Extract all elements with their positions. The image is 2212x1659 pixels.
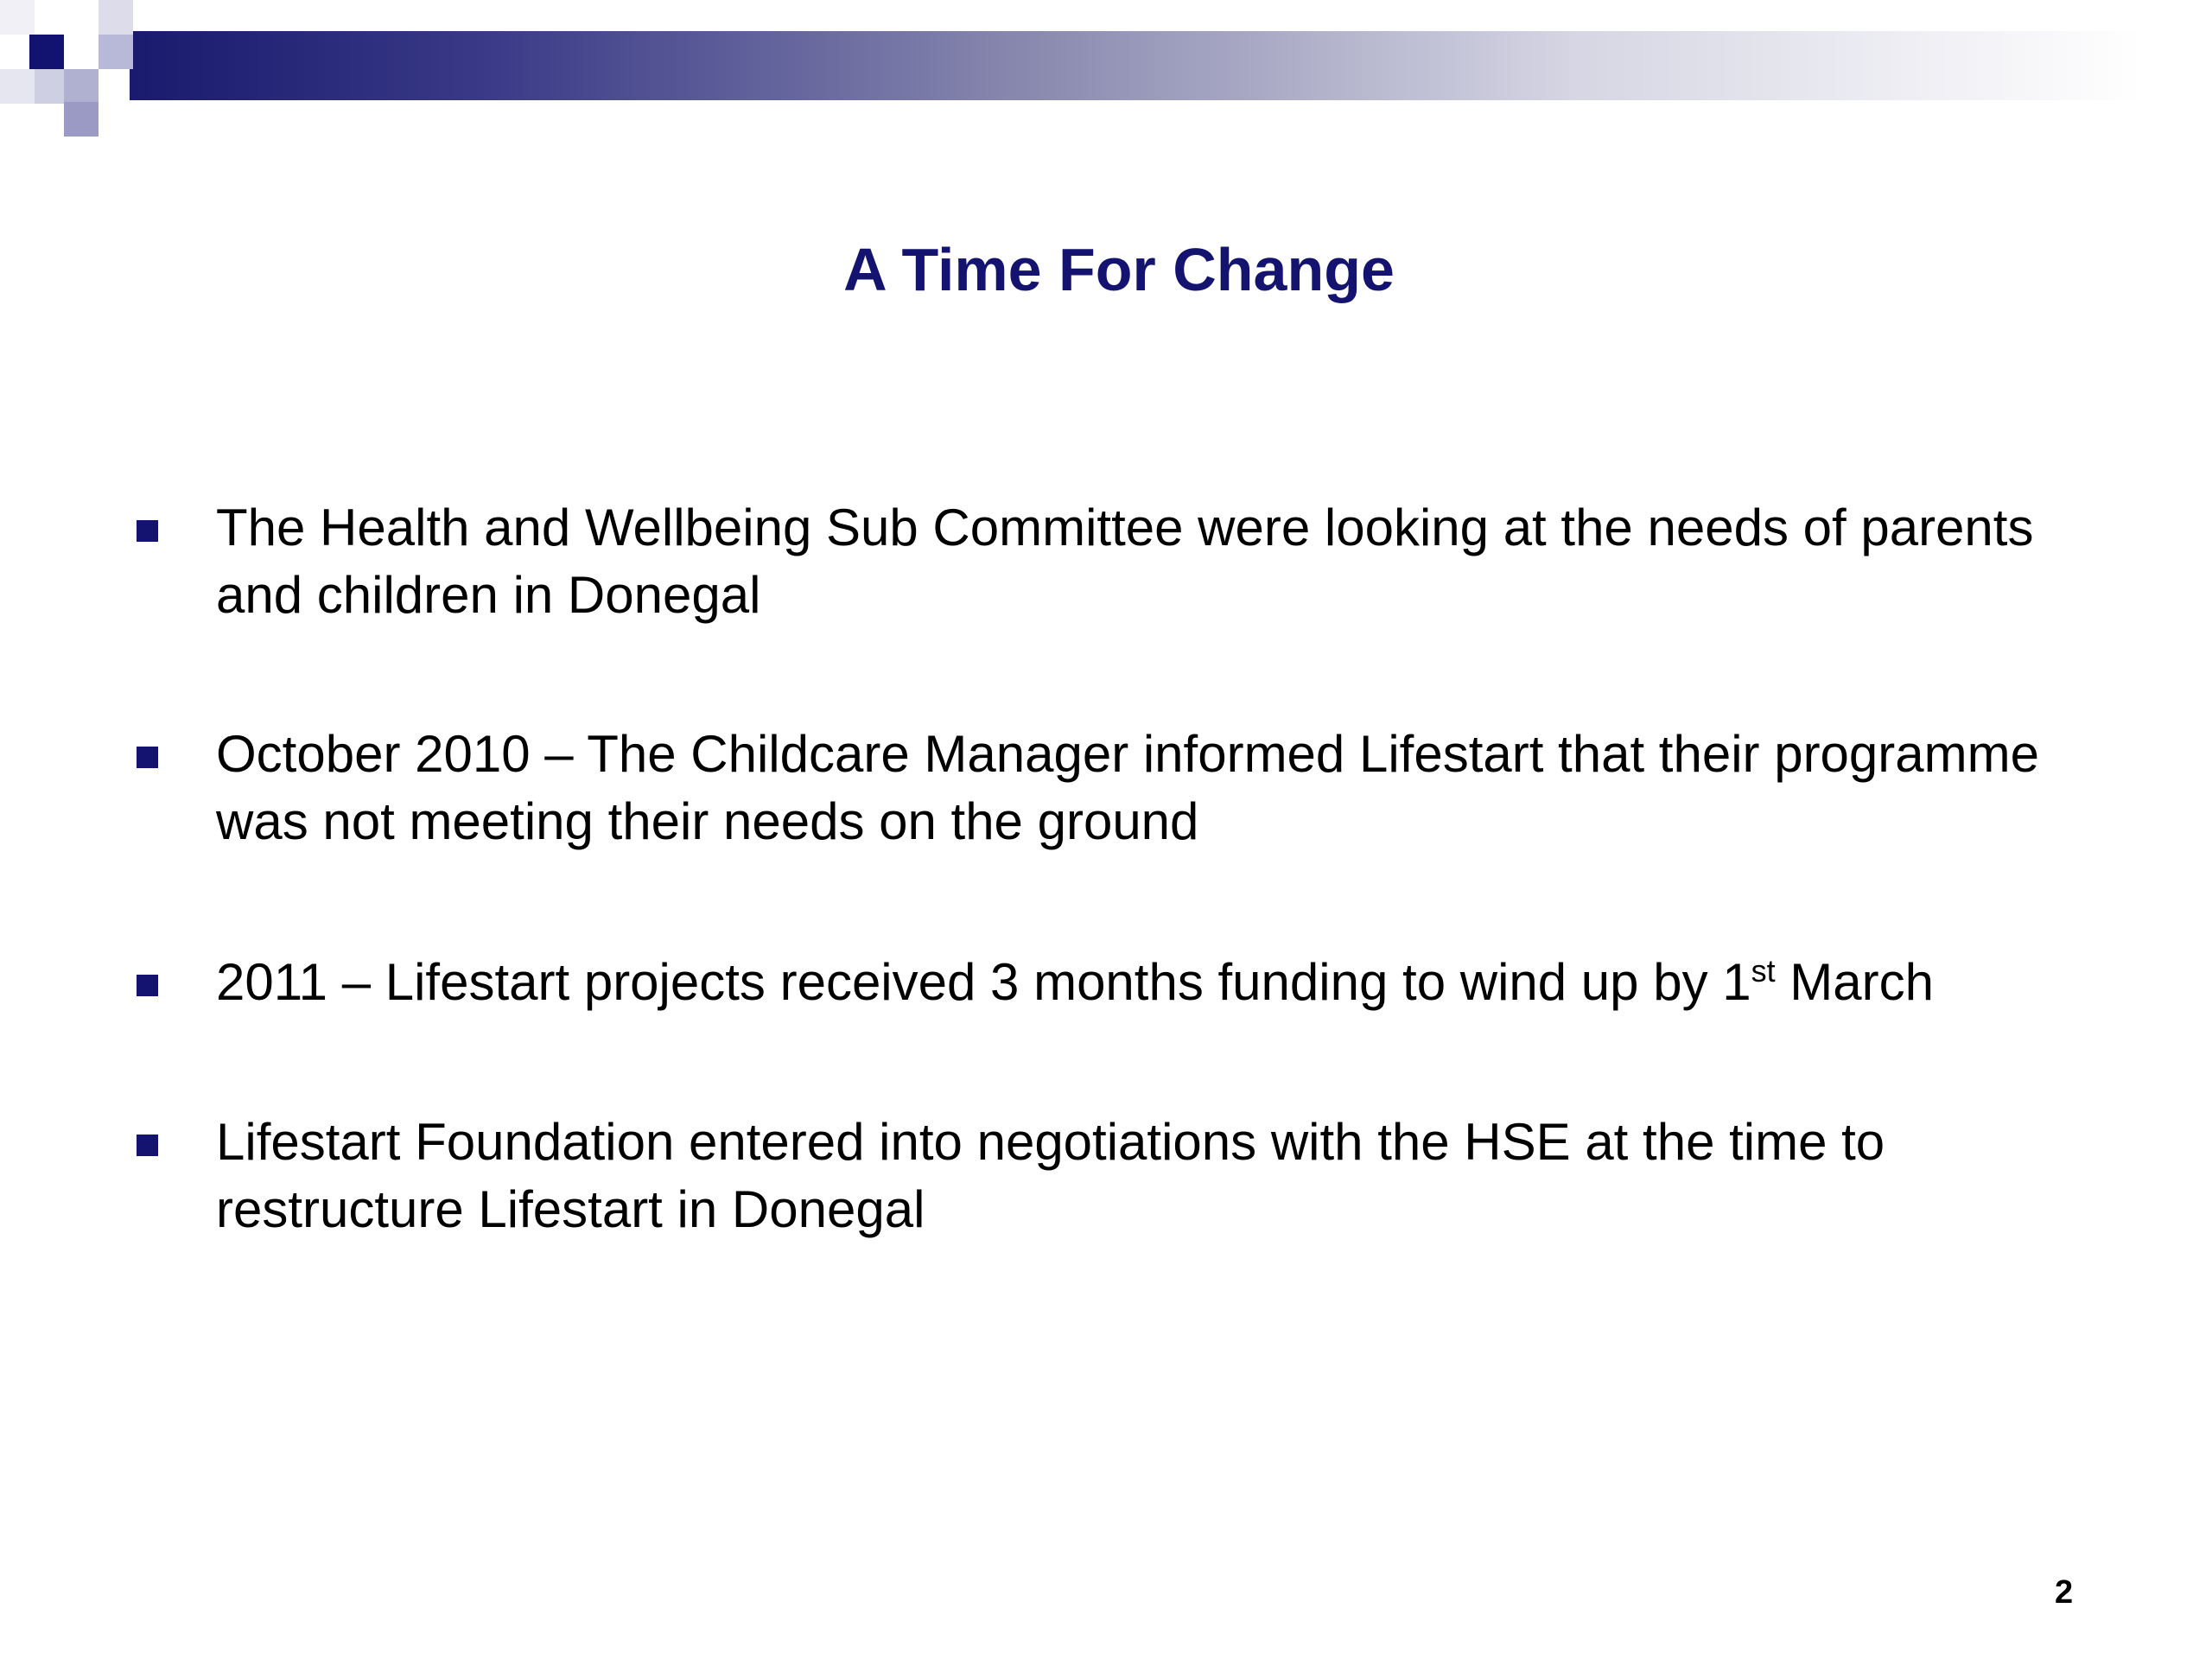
- ordinal-superscript: st: [1751, 953, 1776, 988]
- bullet-text: October 2010 – The Childcare Manager informed Lifestart that their programme was not meeting their needs on the ground: [216, 725, 2039, 850]
- decorative-square: [29, 35, 64, 69]
- square-bullet-icon: [137, 975, 158, 996]
- decorative-square: [64, 69, 99, 104]
- slide-title: A Time For Change: [843, 236, 1395, 303]
- bullet-text: [216, 949, 2100, 1016]
- square-bullet-icon: [137, 747, 158, 768]
- decorative-square: [0, 0, 35, 35]
- header-gradient-bar: [130, 31, 2143, 100]
- decorative-square: [99, 35, 133, 69]
- bullet-text-main: 2011 – Lifestart projects received 3 months funding to wind up by 1: [216, 953, 1751, 1011]
- square-bullet-icon: [137, 1135, 158, 1156]
- decorative-square: [0, 69, 35, 104]
- page-number: 2: [2055, 1574, 2074, 1611]
- square-bullet-icon: [137, 520, 158, 542]
- bullet-text: Lifestart Foundation entered into negotiations with the HSE at the time to restructure Lifestart in Donegal: [216, 1113, 1885, 1238]
- bullet-text-tail: March: [1775, 953, 1935, 1011]
- decorative-square: [64, 102, 99, 137]
- decorative-square: [64, 35, 99, 69]
- decorative-square: [99, 0, 133, 35]
- bullet-text: The Health and Wellbeing Sub Committee were looking at the needs of parents and children in Donegal: [216, 499, 2034, 624]
